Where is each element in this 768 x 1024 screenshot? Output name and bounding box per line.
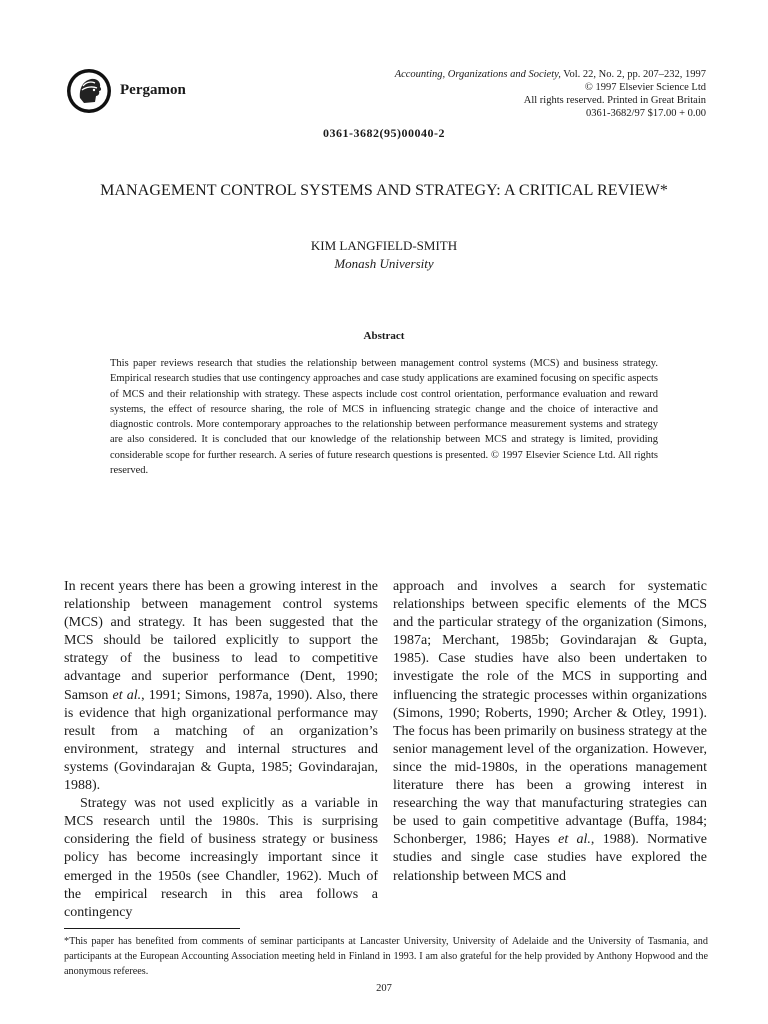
body-paragraph: Strategy was not used explicitly as a variable in MCS research until the 1980s. This is surprising considering the field of business strategy or business policy has become increasingly important since it emerged in the 1950s (see Chandler, 1962). Much of the empirical research in this area follows a contingency	[64, 796, 378, 920]
journal-citation	[395, 68, 706, 120]
author-affiliation: Monash University	[334, 256, 434, 271]
footnote-divider	[64, 928, 240, 929]
abstract-heading: Abstract	[363, 330, 405, 342]
journal-volume: Vol. 22, No. 2, pp. 207–232, 1997	[560, 69, 706, 80]
body-paragraph: approach and involves a search for systematic relationships between specific elements of the MCS and the particular strategy of the organization (Simons, 1987a; Merchant, 1985b; Govindarajan & Gupta, 1985). Case studies have also been undertaken to investigate the role of the MCS in supporting and influencing the strategic processes within organizations (Simons, 1990; Roberts, 1990; Archer & Otley, 1991). The focus has been primarily on business strategy at the senior management level of the organization. However, since the mid-1980s, in the operations management literature there has been a growing interest in researching the way that manufacturing strategies can be used to gain competitive advantage (Buffa, 1984; Schonberger, 1986; Hayes et al., 1988). Normative studies and single case studies have explored the relationship between MCS and	[393, 579, 707, 884]
author-name: KIM LANGFIELD-SMITH	[310, 238, 458, 253]
journal-name: Accounting, Organizations and Society,	[394, 69, 561, 80]
paper-title: MANAGEMENT CONTROL SYSTEMS AND STRATEGY: A CRITICAL REVIEW*	[100, 182, 668, 199]
article-identifier: 0361-3682(95)00040-2	[323, 126, 445, 140]
body-paragraph: In recent years there has been a growing interest in the relationship between management control systems (MCS) and strategy. It has been suggested that the MCS should be tailored explicitly to support the strategy of the business to lead to competitive advantage and superior performance (Dent, 1990; Samson et al., 1991; Simons, 1987a, 1990). Also, there is evidence that high organizational performance may result from a matching of an organization’s environment, strategy and internal structures and systems (Govindarajan & Gupta, 1985; Govindarajan, 1988).	[64, 579, 379, 794]
issn-price: 0361-3682/97 $17.00 + 0.00	[586, 108, 706, 119]
body-column-left	[64, 578, 378, 922]
footnote: *This paper has benefited from comments of seminar participants at Lancaster University, University of Adelaide and the University of Tasmania, and participants at the European Accounting Association meeting held in Finland in 1993. I am also grateful for the help provided by Anthony Hopwood and the anonymous referees.	[64, 936, 708, 977]
copyright-line: © 1997 Elsevier Science Ltd	[584, 82, 706, 93]
rights-line: All rights reserved. Printed in Great Britain	[523, 95, 706, 106]
pergamon-logo-icon	[66, 68, 112, 114]
page-number: 207	[376, 983, 392, 994]
body-column-right	[393, 578, 707, 886]
abstract-text: This paper reviews research that studies the relationship between management control systems (MCS) and business strategy. Empirical research studies that use contingency approaches and case study applications are examined focusing on specific aspects of MCS and their relationship with strategy. These aspects include cost control orientation, performance evaluation and reward systems, the effect of resource sharing, the role of MCS in influencing strategic change and the choice of interactive and diagnostic controls. More contemporary approaches to the relationship between performance measurement systems and strategy are also considered. It is concluded that our knowledge of the relationship between MCS and strategy is limited, providing considerable scope for further research. A series of future research questions is presented. © 1997 Elsevier Science Ltd. All rights reserved.	[110, 358, 658, 477]
publisher-name: Pergamon	[120, 82, 186, 98]
